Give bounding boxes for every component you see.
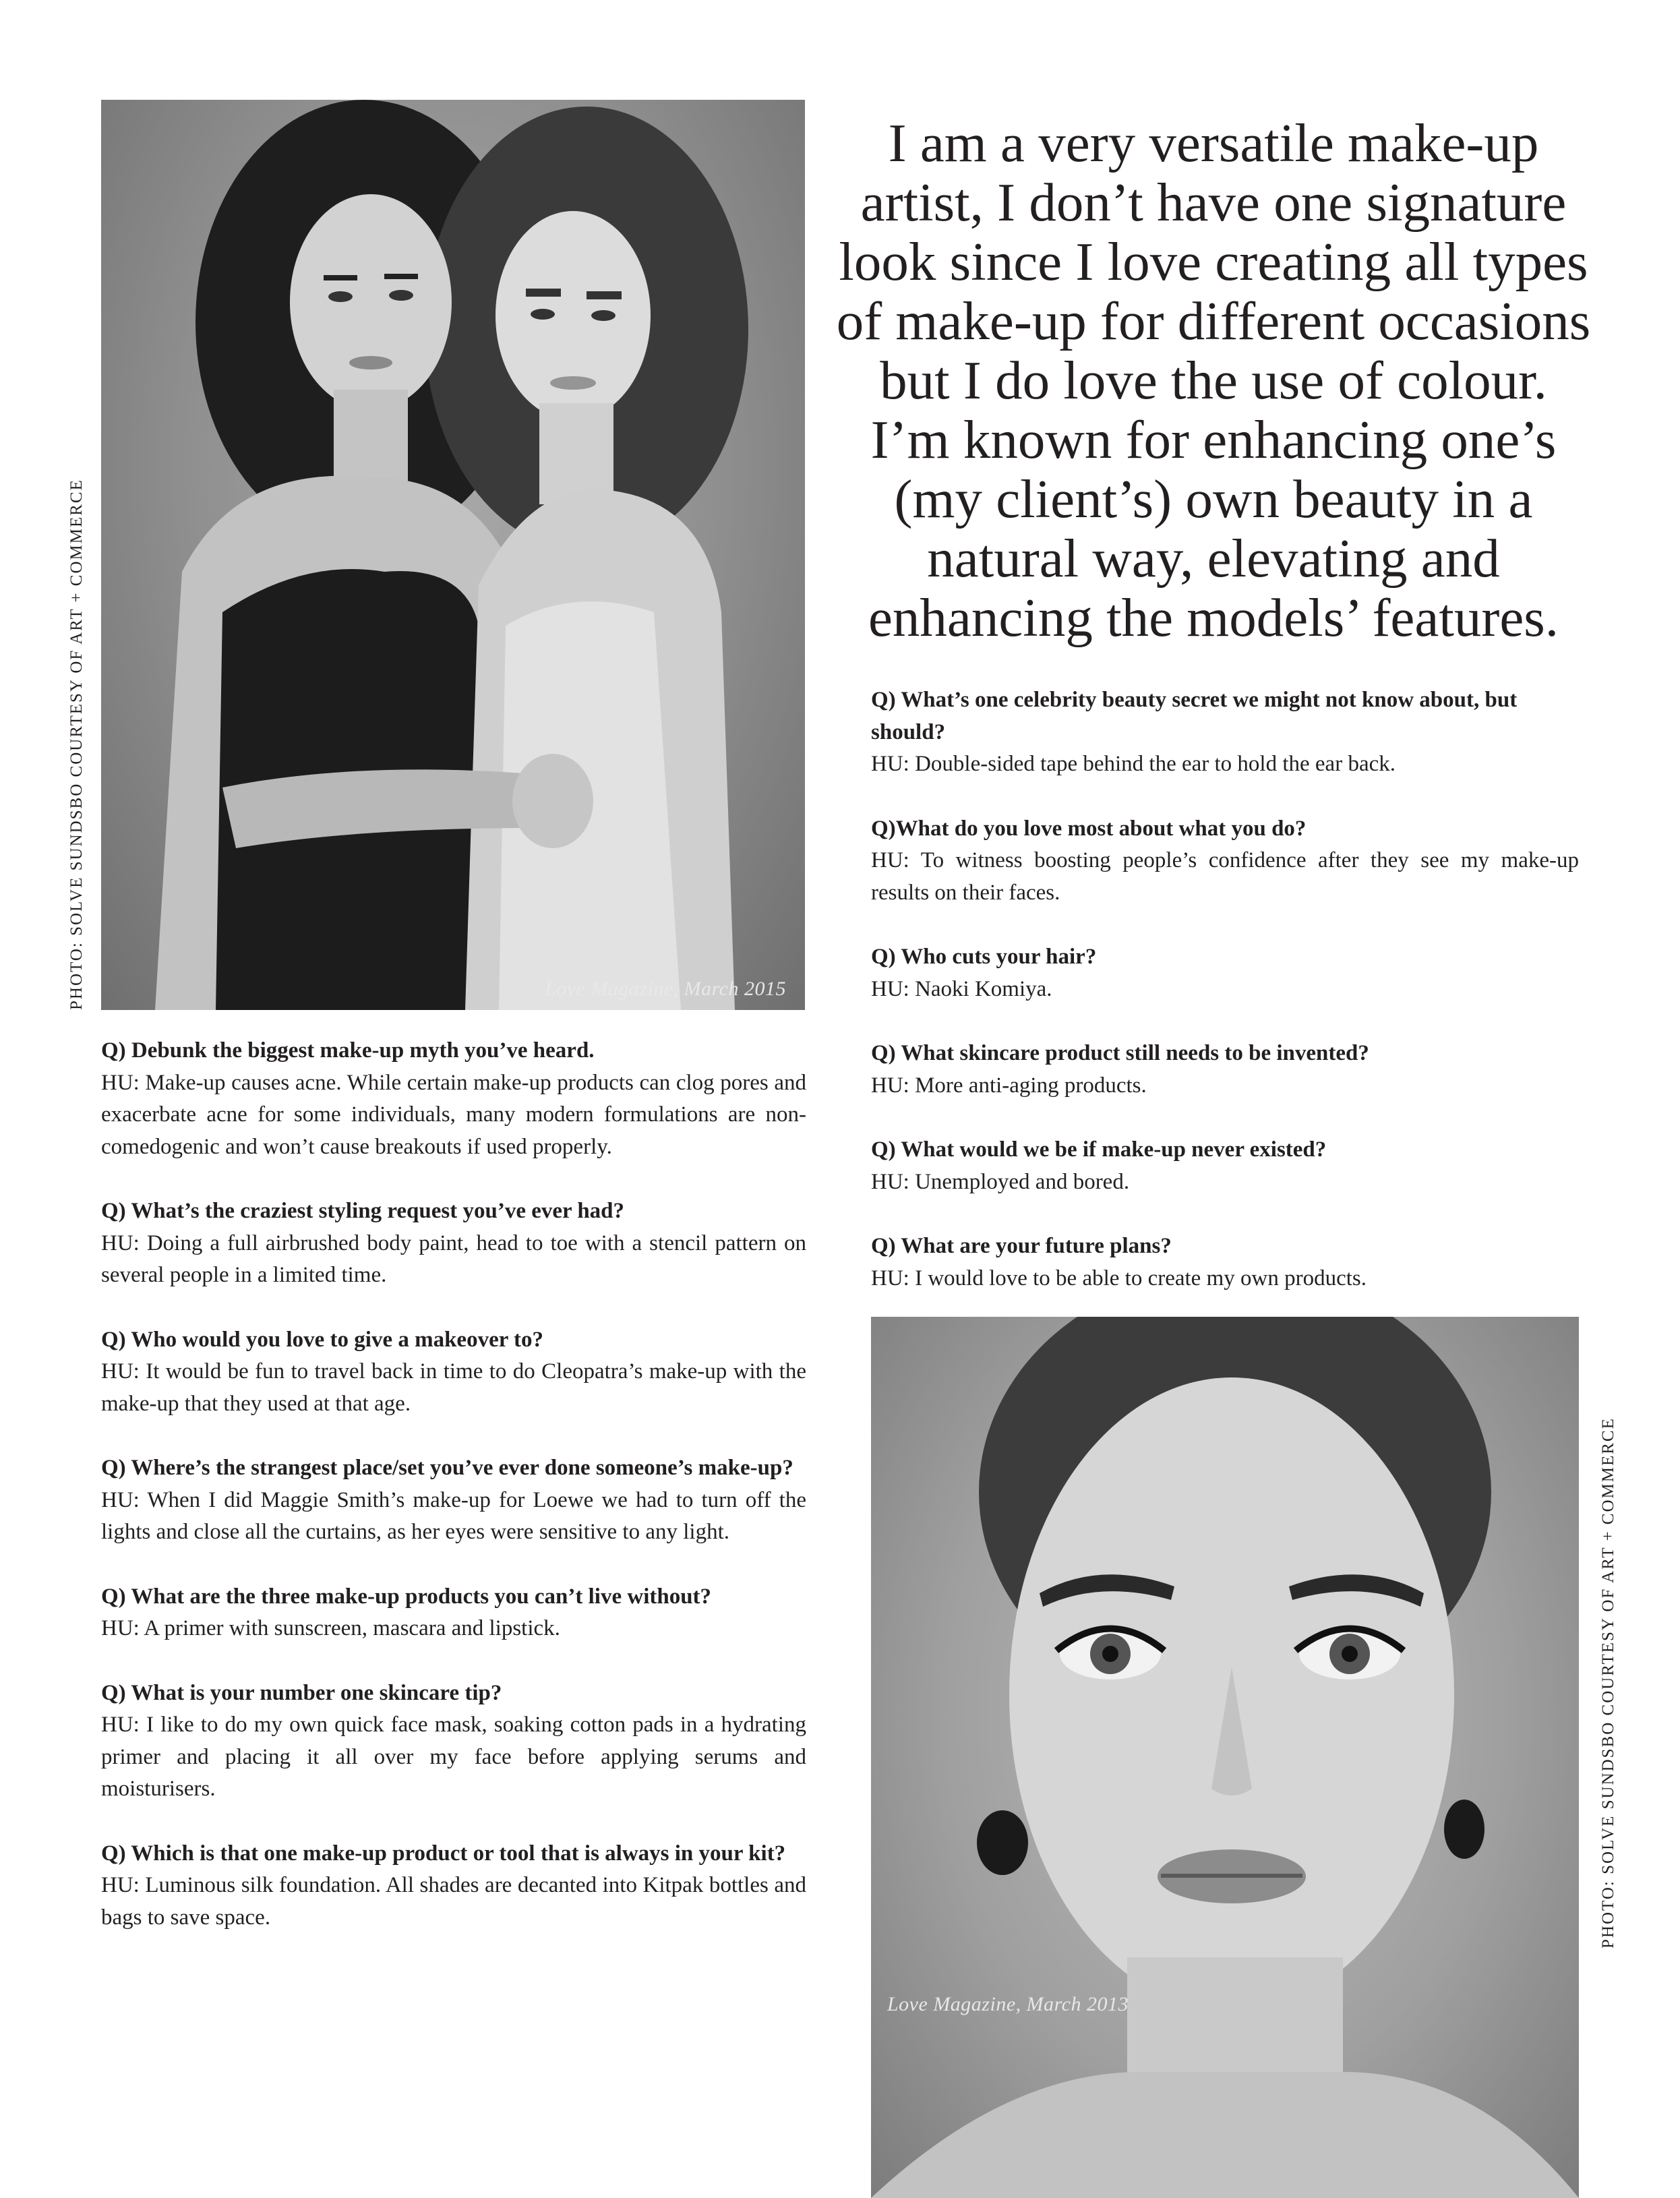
qa-item [101, 1677, 806, 1806]
qa-item [871, 813, 1579, 910]
photo-caption: Love Magazine, March 2013 [887, 1993, 1129, 2015]
photo-model-portrait [871, 1317, 1579, 2198]
answer: HU: Luminous silk foundation. All shades are decanted into Kitpak bottles and bags to save space. [101, 1873, 806, 1930]
qa-item [101, 1838, 806, 1934]
qa-item [871, 1038, 1579, 1102]
answer: HU: More anti-aging products. [871, 1073, 1147, 1098]
qa-item [101, 1324, 806, 1421]
qa-item [101, 1035, 806, 1163]
question: Q) What are the three make-up products you can’t live without? [101, 1584, 712, 1609]
qa-item [101, 1581, 806, 1645]
question: Q) What is your number one skincare tip? [101, 1680, 502, 1705]
question: Q) Which is that one make-up product or tool that is always in your kit? [101, 1841, 786, 1866]
qa-item [871, 1134, 1579, 1198]
answer: HU: When I did Maggie Smith’s make-up for Loewe we had to turn off the lights and close all the curtains, as her eyes were sensitive to any light. [101, 1487, 806, 1544]
answer: HU: To witness boosting people’s confidence after they see my make-up results on their faces. [871, 848, 1579, 905]
question: Q) Who would you love to give a makeover to? [101, 1327, 544, 1352]
qa-column-left [101, 1035, 806, 1966]
qa-item [871, 941, 1579, 1005]
answer: HU: Doing a full airbrushed body paint, head to toe with a stencil pattern on several people in a limited time. [101, 1230, 806, 1287]
qa-item [871, 684, 1579, 781]
question: Q) What would we be if make-up never existed? [871, 1137, 1327, 1162]
question: Q)What do you love most about what you do? [871, 816, 1307, 841]
question: Q) What’s one celebrity beauty secret we might not know about, but should? [871, 688, 1518, 744]
photo-credit: PHOTO: SOLVE SUNDSBO COURTESY OF ART + COMMERCE [1599, 1417, 1617, 1949]
answer: HU: Naoki Komiya. [871, 976, 1052, 1001]
pull-quote: I am a very versatile make-up artist, I don’t have one signature look since I love creating all types of make-up for different occasions but I do love the use of colour. I’m known for enhancing one’s (my client’s) own beauty in a natural way, elevating and enhancing the models’ features. [836, 113, 1591, 648]
question: Q) Where’s the strangest place/set you’ve ever done someone’s make-up? [101, 1456, 793, 1480]
qa-item [871, 1230, 1579, 1295]
answer: HU: Double-sided tape behind the ear to hold the ear back. [871, 752, 1396, 776]
question: Q) What skincare product still needs to be invented? [871, 1041, 1369, 1065]
question: Q) Debunk the biggest make-up myth you’ve heard. [101, 1038, 595, 1063]
answer: HU: It would be fun to travel back in time to do Cleopatra’s make-up with the make-up that they used at that age. [101, 1359, 806, 1416]
question: Q) Who cuts your hair? [871, 945, 1097, 969]
photo-caption: Love Magazine, March 2015 [545, 978, 786, 1000]
qa-item [101, 1195, 806, 1292]
photo-credit: PHOTO: SOLVE SUNDSBO COURTESY OF ART + COMMERCE [67, 479, 86, 1010]
qa-column-right [871, 684, 1579, 1327]
photo-model-portrait-illustration [871, 1317, 1579, 2198]
photo-two-models-illustration [101, 100, 805, 1010]
question: Q) What are your future plans? [871, 1234, 1172, 1258]
qa-item [101, 1452, 806, 1549]
answer: HU: Unemployed and bored. [871, 1169, 1130, 1194]
question: Q) What’s the craziest styling request you’ve ever had? [101, 1199, 625, 1223]
answer: HU: A primer with sunscreen, mascara and lipstick. [101, 1616, 560, 1640]
answer: HU: Make-up causes acne. While certain make-up products can clog pores and exacerbate acne for some individuals, many modern formulations are non-comedogenic and won’t cause breakouts if used properly. [101, 1070, 806, 1159]
photo-two-models [101, 100, 805, 1010]
answer: HU: I would love to be able to create my own products. [871, 1266, 1367, 1290]
answer: HU: I like to do my own quick face mask, soaking cotton pads in a hydrating primer and placing it all over my face before applying serums and moisturisers. [101, 1713, 806, 1801]
